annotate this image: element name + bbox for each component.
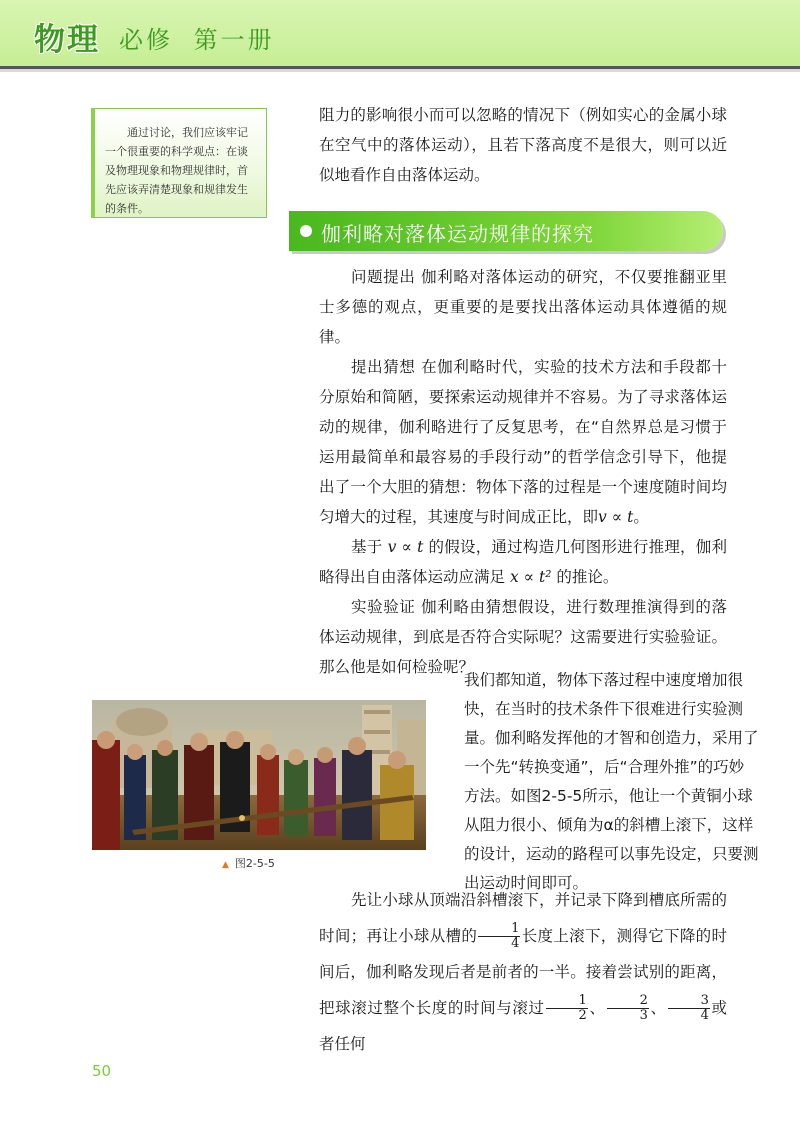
paragraph-hypothesis-text: 提出猜想 在伽利略时代，实验的技术方法和手段都十分原始和简陋，要探索运动规律并不容易。为了寻求落体运动的规律，伽利略进行了反复思考，在“自然界总是习惯于运用最简单和最容易的手段行动”的哲学信念引导下，他提出了一个大胆的猜想：物体下落的过程是一个速度随时间均匀增大的过程，其速度与时间成正比，即 [319, 358, 727, 526]
book-title: 必修 第一册 [119, 26, 275, 54]
paragraph-experiment-end: 或者任何 [319, 999, 727, 1053]
paragraph-deduction-end: 的推论。 [556, 568, 619, 586]
subject-title: 物理 [34, 22, 100, 58]
fraction-numerator: 3 [668, 994, 710, 1009]
triangle-marker-icon: ▲ [222, 860, 229, 870]
fraction-two-thirds [607, 994, 649, 1023]
paragraph-deduction-mid: 的假设，通过构造几何图形进行推理，伽利略得出自由落体运动应满足 [319, 538, 727, 586]
fraction-one-half [546, 994, 588, 1023]
side-note-text: 通过讨论，我们应该牢记一个很重要的科学观点：在谈及物理现象和物理规律时，首先应该弄清楚现象和规律发生的条件。 [105, 126, 248, 215]
fraction-denominator: 3 [639, 1008, 648, 1023]
v-prop-t-formula-2: v ∝ t [387, 538, 424, 556]
final-paragraph-block [319, 882, 727, 1062]
header-divider-shadow [0, 69, 800, 72]
paragraph-experiment-mid: 长度上滚下，测得它下降的时间后，伽利略发现后者是前者的一半。接着尝试别的距离，把球滚过整个长度的时间与滚过 [319, 927, 727, 1017]
paragraph-hypothesis [319, 352, 727, 532]
wrapped-text-block [432, 666, 759, 898]
section-title: 伽利略对落体运动规律的探究 [321, 222, 594, 246]
fraction-denominator: 4 [511, 936, 520, 951]
fraction-denominator: 4 [700, 1008, 709, 1023]
fraction-numerator: 1 [546, 994, 588, 1009]
paragraph-method: 我们都知道，物体下落过程中速度增加很快，在当时的技术条件下很难进行实验测量。伽利略发挥他的才智和创造力，采用了一个先“转换变通”，后“合理外推”的巧妙方法。如图2-5-5所示，他让一个黄铜小球从阻力很小、倾角为α的斜槽上滚下，这样的设计，运动的路程可以事先设定，只要测出运动时间即可。 [464, 671, 759, 892]
x-prop-t2-formula: x ∝ t² [509, 568, 552, 586]
paragraph-hypothesis-end: 。 [633, 508, 649, 526]
paragraph-verification: 实验验证 伽利略由猜想假设，进行数理推演得到的落体运动规律，到底是否符合实际呢？这需要进行实验验证。那么他是如何检验呢？ [319, 598, 727, 676]
separator-mark: 、 [649, 999, 667, 1017]
paragraph-deduction-start: 基于 [351, 538, 383, 556]
paragraph-experiment [319, 882, 727, 1062]
fraction-numerator: 2 [607, 994, 649, 1009]
top-paragraph-block [319, 100, 727, 190]
main-text-block [319, 262, 727, 682]
fraction-three-quarters [668, 994, 710, 1023]
fraction-one-quarter [478, 922, 520, 951]
paragraph-experiment-start: 先让小球从顶端沿斜槽滚下，并记录下降到槽底所需的时间；再让小球从槽的 [319, 891, 727, 945]
side-note-box [91, 108, 267, 218]
fraction-denominator: 2 [578, 1008, 587, 1023]
top-paragraph: 阻力的影响很小而可以忽略的情况下（例如实心的金属小球在空气中的落体运动），且若下落高度不是很大，则可以近似地看作自由落体运动。 [319, 106, 727, 184]
section-header [289, 211, 723, 251]
paragraph-question: 问题提出 伽利略对落体运动的研究，不仅要推翻亚里士多德的观点，更重要的是要找出落体运动具体遵循的规律。 [319, 268, 727, 346]
separator-mark: 、 [588, 999, 606, 1017]
page-header [0, 0, 800, 66]
figure-caption [222, 855, 275, 871]
paragraph-deduction [319, 532, 727, 592]
v-prop-t-formula: v ∝ t [598, 508, 634, 526]
figure-caption-text: 图2-5-5 [234, 857, 275, 870]
bullet-dot-icon [300, 225, 312, 237]
page-number: 50 [92, 1062, 112, 1080]
fraction-numerator: 1 [478, 922, 520, 937]
